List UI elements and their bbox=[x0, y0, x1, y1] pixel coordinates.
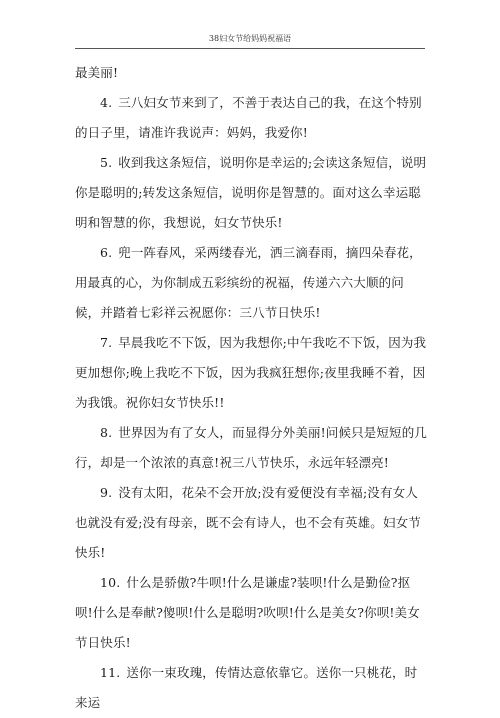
item-text: 收到我这条短信，说明你是幸运的;会读这条短信，说明你是聪明的;转发这条短信，说明你是智慧的。面对这么幸运聪明和智慧的你，我想说，妇女节快乐! bbox=[75, 155, 427, 230]
document-body bbox=[75, 58, 427, 718]
item-text: 没有太阳，花朵不会开放;没有爱便没有幸福;没有女人也就没有爱;没有母亲，既不会有诗人，也不会有英雄。妇女节快乐! bbox=[75, 485, 421, 560]
item-text: 兜一阵春风，采两缕春光，洒三滴春雨，摘四朵春花，用最真的心，为你制成五彩缤纷的祝福，传递六六大顺的问候，并踏着七彩祥云祝愿你：三八节日快乐! bbox=[75, 245, 422, 320]
continuation-line: 最美丽! bbox=[75, 65, 119, 80]
item-number: 4. bbox=[100, 95, 113, 110]
item-text: 早晨我吃不下饭，因为我想你;中午我吃不下饭，因为我更加想你;晚上我吃不下饭，因为我疯狂想你;夜里我睡不着，因为我饿。祝你妇女节快乐!! bbox=[75, 335, 427, 410]
header-title: 38妇女节给妈妈祝福语 bbox=[208, 34, 292, 43]
item-number: 8. bbox=[100, 425, 113, 440]
list-item bbox=[75, 238, 427, 328]
list-item bbox=[75, 658, 427, 718]
list-item bbox=[75, 148, 427, 238]
list-item bbox=[75, 478, 427, 568]
item-text: 世界因为有了女人，而显得分外美丽!问候只是短短的几行，却是一个浓浓的真意!祝三八节快乐，永远年轻漂亮! bbox=[75, 425, 428, 470]
list-item bbox=[75, 88, 427, 148]
item-number: 10. bbox=[100, 575, 121, 590]
item-number: 7. bbox=[100, 335, 113, 350]
list-item bbox=[75, 328, 427, 418]
list-item bbox=[75, 568, 427, 658]
item-text: 送你一束玫瑰，传情达意依靠它。送你一只桃花，时来运 bbox=[75, 665, 418, 710]
item-number: 6. bbox=[100, 245, 113, 260]
item-text: 什么是骄傲?牛呗!什么是谦虚?装呗!什么是勤俭?抠呗!什么是奉献?傻呗!什么是聪明?吹呗!什么是美女?你呗!美女节日快乐! bbox=[75, 575, 420, 650]
item-number: 9. bbox=[100, 485, 113, 500]
page-header bbox=[75, 33, 425, 49]
list-item bbox=[75, 418, 427, 478]
item-number: 5. bbox=[100, 155, 113, 170]
item-text: 三八妇女节来到了，不善于表达自己的我，在这个特别的日子里，请准许我说声：妈妈，我爱你! bbox=[75, 95, 422, 140]
item-number: 11. bbox=[100, 665, 121, 680]
